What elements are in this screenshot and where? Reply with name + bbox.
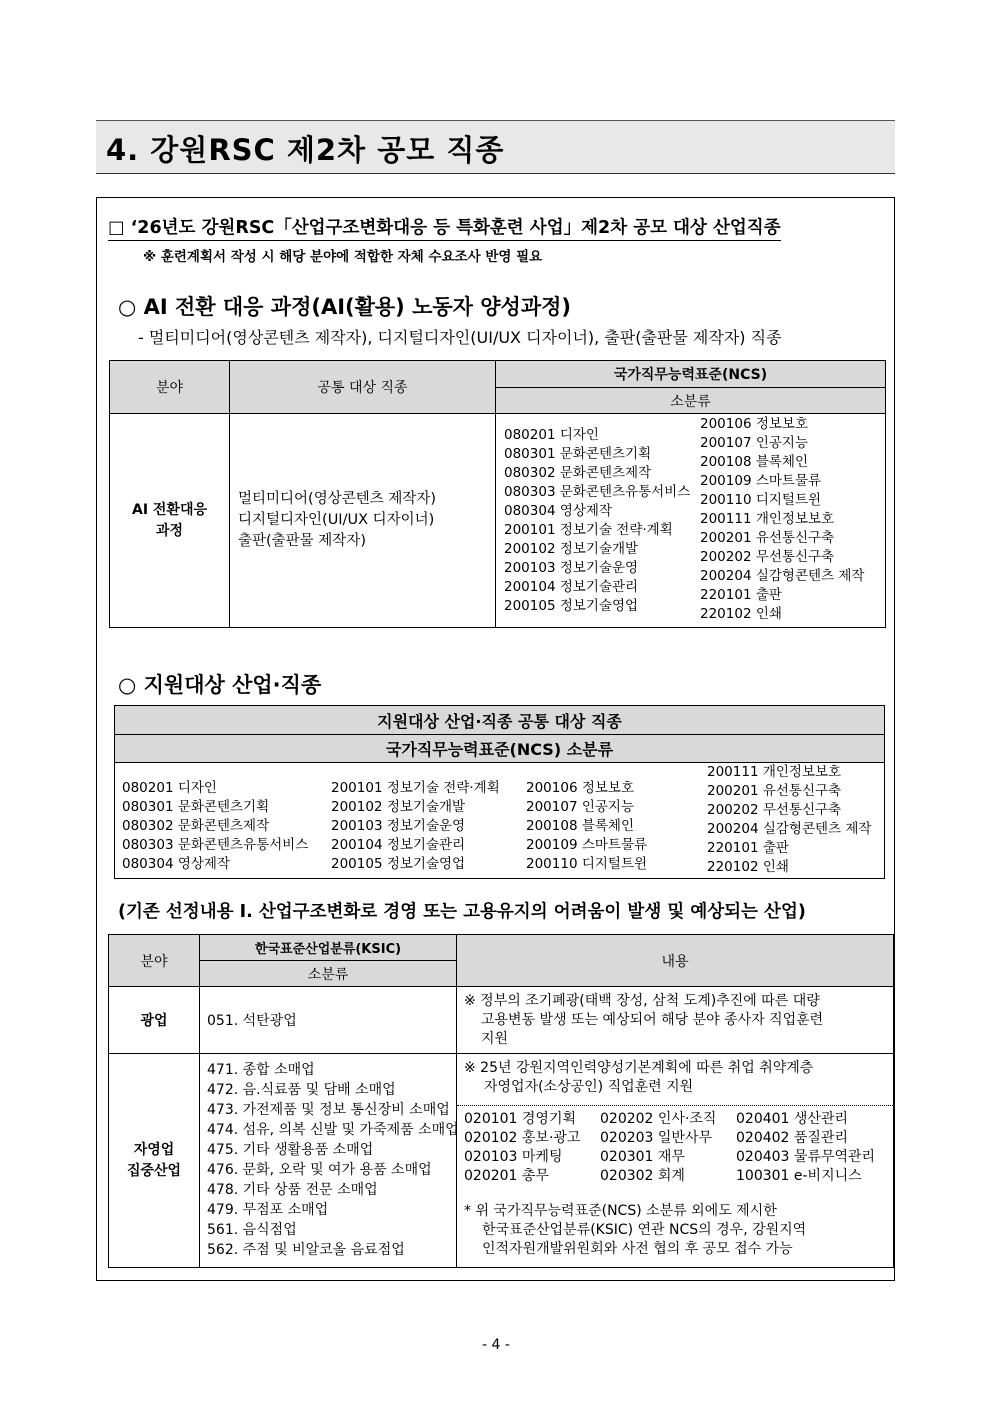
ncs-item: 020202 인사·조직 [600,1111,717,1127]
ai-ncs-right-list [700,415,864,624]
th-ncs-sub: 소분류 [496,388,886,414]
ncs-item: 080304 영상제작 [504,503,612,519]
ncs-item: 220102 인쇄 [707,859,789,875]
ksic-item: 472. 음.식료품 및 담배 소매업 [207,1082,396,1098]
common-job: 출판(출판물 제작자) [238,533,366,549]
support-header1: 지원대상 산업·직종 공통 대상 직종 [115,706,885,735]
ncs-item: 020301 재무 [600,1149,685,1165]
row-mining-content [457,987,894,1054]
ncs-item: 200105 정보기술영업 [331,856,466,872]
ai-field-cell [110,414,230,628]
ksic-item: 475. 기타 생활용품 소매업 [207,1142,374,1158]
ncs-item: 200201 유선통신구축 [700,530,835,546]
ncs-item: 200104 정보기술관리 [331,837,466,853]
support-col4 [707,763,871,877]
ncs-item: 220101 출판 [707,840,789,856]
ncs-item: 220102 인쇄 [700,606,782,622]
ncs-item: 200202 무선통신구축 [707,802,842,818]
ncs-item: 200106 정보보호 [526,780,634,796]
ksic-item: 474. 섬유, 의복 신발 및 가죽제품 소매업 [207,1122,459,1138]
th-content: 내용 [457,935,894,987]
ai-common-cell [230,414,496,628]
support-col2 [331,779,500,874]
ncs-item: 200201 유선통신구축 [707,783,842,799]
ncs-item: 220101 출판 [700,587,782,603]
ncs-item: 200106 정보보호 [700,416,808,432]
th-ksic: 한국표준산업분류(KSIC) [200,935,457,961]
th-ncs: 국가직무능력표준(NCS) [496,361,886,388]
ncs-item: 080301 문화콘텐츠기획 [122,799,270,815]
ncs-item: 200204 실감형콘텐츠 제작 [707,821,872,837]
content-line: ※ 정부의 조기폐광(태백 장성, 삼척 도계)추진에 따른 대량 [464,992,820,1009]
ncs-item: 080303 문화콘텐츠유통서비스 [504,484,691,500]
ncs-item: 200110 디지털트윈 [700,492,822,508]
intro-heading: □ ‘26년도 강원RSC「산업구조변화대응 등 특화훈련 사업」제2차 공모 대상 산업직종 [108,214,781,241]
ncs-item: 200102 정보기술개발 [504,541,639,557]
th-field: 분야 [109,935,200,987]
ncs-item: 200102 정보기술개발 [331,799,466,815]
field-line: 집중산업 [126,1162,182,1179]
content-ncs-col3 [736,1110,875,1186]
ncs-item: 020403 물류무역관리 [736,1149,876,1165]
ksic-item: 479. 무점포 소매업 [207,1202,329,1218]
ncs-item: 200105 정보기술영업 [504,598,639,614]
content-line: 인적자원개발위원회와 사전 협의 후 공모 접수 가능 [482,1241,793,1257]
ncs-item: 200101 정보기술 전략·계획 [504,522,673,538]
ncs-item: 200202 무선통신구축 [700,549,835,565]
content-ncs-col1 [464,1110,580,1186]
ncs-item: 200108 블록체인 [700,454,808,470]
ncs-item: 020401 생산관리 [736,1111,848,1127]
common-job: 디지털디자인(UI/UX 디자이너) [238,512,435,528]
ksic-item: 478. 기타 상품 전문 소매업 [207,1182,378,1198]
ksic-item: 473. 가전제품 및 정보 통신장비 소매업 [207,1102,450,1118]
field-line: 자영업 [133,1141,175,1158]
ncs-item: 200111 개인정보보호 [707,764,842,780]
ncs-item: 200109 스마트물류 [526,837,648,853]
content-line: * 위 국가직무능력표준(NCS) 소분류 외에도 제시한 [464,1203,777,1219]
ncs-item: 200103 정보기술운영 [504,560,639,576]
support-ncs-table [114,705,885,879]
ncs-item: 200104 정보기술관리 [504,579,639,595]
content-line: ※ 25년 강원지역인력양성기본계획에 따른 취업 취약계층 [464,1060,814,1076]
ncs-item: 080201 디자인 [122,780,217,796]
ncs-item: 200204 실감형콘텐츠 제작 [700,568,865,584]
row-selfemployed-content [457,1054,894,1268]
ncs-item: 200111 개인정보보호 [700,511,835,527]
existing-table [108,934,894,1268]
ncs-item: 020302 회계 [600,1168,685,1184]
row-mining-field: 광업 [109,987,200,1054]
ksic-item: 561. 음식점업 [207,1222,297,1238]
ncs-item: 200109 스마트물류 [700,473,822,489]
ncs-item: 080201 디자인 [504,427,599,443]
ai-field-line: AI 전환대응 [131,501,207,518]
content-top [464,1059,813,1097]
content-line: 고용변동 발생 또는 예상되어 해당 분야 종사자 직업훈련 [481,1011,824,1028]
ncs-item: 200107 인공지능 [700,435,808,451]
ncs-item: 080302 문화콘텐츠제작 [504,465,652,481]
section-header [96,120,895,174]
support-col3 [526,779,647,874]
ai-section-title: ○ AI 전환 대응 과정(AI(활용) 노동자 양성과정) [118,295,572,319]
ncs-item: 200108 블록체인 [526,818,634,834]
support-section-title: ○ 지원대상 산업·직종 [118,673,322,697]
support-header2: 국가직무능력표준(NCS) 소분류 [115,735,885,763]
ncs-item: 020402 품질관리 [736,1130,848,1146]
page-number: - 4 - [482,1337,510,1353]
support-col1 [122,779,308,874]
ncs-item: 080304 영상제작 [122,856,230,872]
ncs-item: 100301 e-비지니스 [736,1168,862,1184]
support-ncs-cell [115,763,885,879]
content-divider [457,1105,893,1106]
common-job: 멀티미디어(영상콘텐츠 제작자) [238,491,437,507]
content-bottom [464,1202,806,1259]
ncs-item: 200103 정보기술운영 [331,818,466,834]
section-title: 4. 강원RSC 제2차 공모 직종 [106,133,505,167]
content-ncs-col2 [600,1110,716,1186]
ncs-item: 020203 일반사무 [600,1130,712,1146]
ksic-item: 471. 종합 소매업 [207,1062,315,1078]
ai-ncs-table [109,360,886,628]
ncs-item: 020101 경영기획 [464,1111,576,1127]
ncs-item: 020201 총무 [464,1168,549,1184]
ncs-item: 080301 문화콘텐츠기획 [504,446,652,462]
ncs-item: 080303 문화콘텐츠유통서비스 [122,837,309,853]
ncs-item: 200107 인공지능 [526,799,634,815]
ncs-item: 020102 홍보·광고 [464,1130,581,1146]
ai-section-subtitle: - 멀티미디어(영상콘텐츠 제작자), 디지털디자인(UI/UX 디자이너), 출판(출판물 제작자) 직종 [138,328,782,347]
ncs-item: 080302 문화콘텐츠제작 [122,818,270,834]
content-line: 한국표준산업분류(KSIC) 연관 NCS의 경우, 강원지역 [482,1222,807,1238]
th-common-jobs: 공통 대상 직종 [230,361,496,414]
ksic-list [207,1054,459,1260]
existing-section-title: (기존 선정내용 Ⅰ. 산업구조변화로 경영 또는 고용유지의 어려움이 발생 및 예상되는 산업) [118,902,806,922]
ksic-item: 562. 주점 및 비알코올 음료점업 [207,1242,405,1258]
ncs-item: 200101 정보기술 전략·계획 [331,780,500,796]
row-selfemployed-ksic [200,1054,457,1268]
row-selfemployed-field [109,1054,200,1268]
ai-ncs-cell [496,414,886,628]
ncs-item: 020103 마케팅 [464,1149,563,1165]
intro-note: ※ 훈련계획서 작성 시 해당 분야에 적합한 자체 수요조사 반영 필요 [143,249,543,265]
th-ksic-sub: 소분류 [200,961,457,987]
content-line: 자영업자(소상공인) 직업훈련 지원 [484,1079,694,1095]
content-line: 지원 [481,1030,509,1047]
ai-ncs-left-list [504,426,690,616]
th-field: 분야 [110,361,230,414]
ai-field-line: 과정 [155,522,184,539]
ksic-item: 476. 문화, 오락 및 여가 용품 소매업 [207,1162,432,1178]
ncs-item: 200110 디지털트윈 [526,856,648,872]
row-mining-ksic: 051. 석탄광업 [200,987,457,1054]
